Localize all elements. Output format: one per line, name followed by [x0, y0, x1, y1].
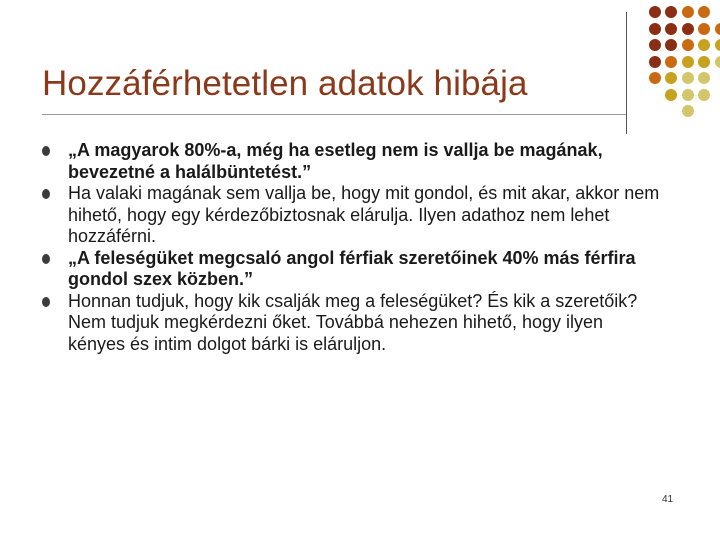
bullet-dot-icon	[42, 297, 50, 307]
bullet-text: Ha valaki magának sem vallja be, hogy mit gondol, és mit akar, akkor nem hihető, hogy egy kérdezőbiztosnak elárulja. Ilyen adathoz nem lehet hozzáférni.	[68, 183, 660, 246]
page-number: 41	[662, 494, 674, 505]
decorative-dot-icon	[682, 56, 694, 68]
decorative-dot-icon	[665, 56, 677, 68]
bullet-item	[42, 291, 662, 356]
bullet-dot-icon	[42, 254, 50, 264]
decorative-dot-icon	[715, 39, 720, 51]
bullet-text: „A magyarok 80%-a, még ha esetleg nem is vallja be magának, bevezetné a halálbüntetést.”	[68, 140, 603, 182]
vertical-divider	[626, 12, 627, 134]
decorative-dot-grid	[632, 6, 720, 116]
bullet-dot-icon	[42, 189, 50, 199]
decorative-dot-icon	[665, 89, 677, 101]
decorative-dot-icon	[649, 39, 661, 51]
bullet-dot-icon	[42, 146, 50, 156]
decorative-dot-icon	[682, 72, 694, 84]
decorative-dot-icon	[698, 39, 710, 51]
decorative-dot-icon	[649, 23, 661, 35]
decorative-dot-icon	[665, 39, 677, 51]
decorative-dot-icon	[682, 23, 694, 35]
decorative-dot-icon	[698, 6, 710, 18]
bullet-item	[42, 140, 662, 183]
decorative-dot-icon	[665, 23, 677, 35]
decorative-dot-icon	[649, 6, 661, 18]
title-underline	[42, 114, 626, 115]
bullet-item	[42, 248, 662, 291]
decorative-dot-icon	[682, 6, 694, 18]
decorative-dot-icon	[715, 56, 720, 68]
bullet-item	[42, 183, 662, 248]
decorative-dot-icon	[665, 6, 677, 18]
bullet-text: Honnan tudjuk, hogy kik csalják meg a feleségüket? És kik a szeretőik? Nem tudjuk megkérdezni őket. Továbbá nehezen hihető, hogy ilyen kényes és intim dolgot bárki is eláruljon.	[68, 290, 638, 354]
decorative-dot-icon	[665, 72, 677, 84]
decorative-dot-icon	[649, 72, 661, 84]
slide-title: Hozzáférhetetlen adatok hibája	[42, 64, 528, 103]
decorative-dot-icon	[698, 89, 710, 101]
decorative-dot-icon	[698, 72, 710, 84]
decorative-dot-icon	[682, 89, 694, 101]
decorative-dot-icon	[649, 56, 661, 68]
decorative-dot-icon	[698, 23, 710, 35]
decorative-dot-icon	[698, 56, 710, 68]
decorative-dot-icon	[682, 39, 694, 51]
decorative-dot-icon	[715, 23, 720, 35]
bullet-list	[42, 140, 662, 355]
bullet-text: „A feleségüket megcsaló angol férfiak szeretőinek 40% más férfira gondol szex közben.”	[68, 247, 636, 289]
decorative-dot-icon	[682, 105, 694, 117]
